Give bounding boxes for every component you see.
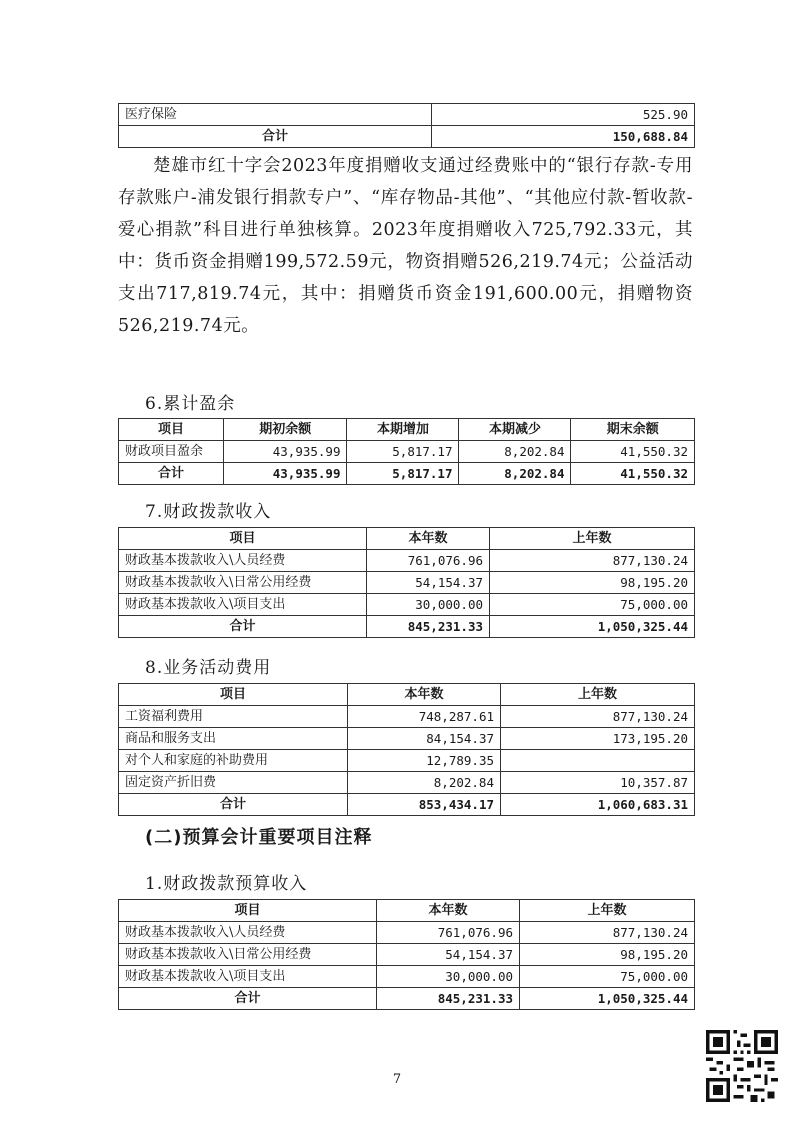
total-row [119,616,695,638]
cell: 8,202.84 [459,463,571,485]
cell: 财政基本拨款收入\人员经费 [119,550,367,572]
page-number: 7 [392,1072,402,1087]
cell: 8,202.84 [348,772,501,794]
total-row [119,794,695,816]
top-table [118,103,695,148]
cell: 41,550.32 [571,463,695,485]
cell: 12,789.35 [348,750,501,772]
cell: 1,060,683.31 [501,794,695,816]
table-row [119,922,695,944]
table-header-row [119,419,695,441]
total-row [119,988,695,1010]
cell: 对个人和家庭的补助费用 [119,750,348,772]
cell: 84,154.37 [348,728,501,750]
section-title-b1: 1.财政拨款预算收入 [145,874,308,894]
table-row [119,944,695,966]
cell: 761,076.96 [367,550,490,572]
cell: 853,434.17 [348,794,501,816]
cell: 845,231.33 [377,988,520,1010]
cell: 财政基本拨款收入\人员经费 [119,922,377,944]
accumulated-surplus-table [118,418,695,485]
cell: 30,000.00 [367,594,490,616]
section-title-6: 6.累计盈余 [145,394,236,414]
header-cell: 期初余额 [224,419,347,441]
total-row [119,463,695,485]
table-row [119,966,695,988]
table-row [119,750,695,772]
header-cell: 上年数 [520,900,695,922]
table-row [119,572,695,594]
cell: 877,130.24 [490,550,695,572]
fiscal-appropriation-income-table [118,527,695,638]
paragraph-text: 楚雄市红十字会2023年度捐赠收支通过经费账中的“银行存款-专用存款账户-浦发银行捐款专户”、“库存物品-其他”、“其他应付款-暂收款-爱心捐款”科目进行单独核算。2023年度捐赠收入725,792.33元，其中：货币资金捐赠199,572.59元，物资捐赠526,219.74元；公益活动支出717,819.74元，其中：捐赠货币资金191,600.00元，捐赠物资526,219.74元。 [118,156,693,336]
cell: 761,076.96 [377,922,520,944]
table-row [119,104,695,126]
section-title-7: 7.财政拨款收入 [145,502,272,522]
cell: 748,287.61 [348,706,501,728]
header-cell: 项目 [119,419,224,441]
row-label: 医疗保险 [119,104,432,126]
cell: 877,130.24 [520,922,695,944]
cell: 1,050,325.44 [520,988,695,1010]
header-cell: 本年数 [377,900,520,922]
header-cell: 上年数 [501,684,695,706]
table-header-row [119,900,695,922]
cell: 财政基本拨款收入\日常公用经费 [119,572,367,594]
header-cell: 本期减少 [459,419,571,441]
cell: 54,154.37 [377,944,520,966]
cell: 75,000.00 [520,966,695,988]
header-cell: 本年数 [367,528,490,550]
cell [501,750,695,772]
cell: 10,357.87 [501,772,695,794]
cell: 合计 [119,616,367,638]
cell: 845,231.33 [367,616,490,638]
cell: 合计 [119,988,377,1010]
table-header-row [119,528,695,550]
business-activity-expense-table [118,683,695,816]
header-cell: 项目 [119,900,377,922]
cell: 1,050,325.44 [490,616,695,638]
cell: 75,000.00 [490,594,695,616]
total-label: 合计 [119,126,432,148]
cell: 财政基本拨款收入\项目支出 [119,966,377,988]
cell: 工资福利费用 [119,706,348,728]
section-title-8: 8.业务活动费用 [145,658,272,678]
cell: 30,000.00 [377,966,520,988]
header-cell: 项目 [119,528,367,550]
cell: 43,935.99 [224,441,347,463]
cell: 5,817.17 [347,441,459,463]
row-value: 525.90 [432,104,695,126]
header-cell: 上年数 [490,528,695,550]
header-cell: 本年数 [348,684,501,706]
cell: 财政项目盈余 [119,441,224,463]
cell: 固定资产折旧费 [119,772,348,794]
cell: 财政基本拨款收入\日常公用经费 [119,944,377,966]
total-row [119,126,695,148]
cell: 173,195.20 [501,728,695,750]
header-cell: 项目 [119,684,348,706]
cell: 877,130.24 [501,706,695,728]
table-row [119,441,695,463]
total-value: 150,688.84 [432,126,695,148]
cell: 财政基本拨款收入\项目支出 [119,594,367,616]
qr-code-icon [706,1030,778,1102]
table-row [119,772,695,794]
cell: 合计 [119,463,224,485]
cell: 5,817.17 [347,463,459,485]
section-heading-budget-accounting: (二)预算会计重要项目注释 [145,827,373,848]
donation-paragraph [118,150,693,342]
cell: 商品和服务支出 [119,728,348,750]
cell: 54,154.37 [367,572,490,594]
cell: 8,202.84 [459,441,571,463]
header-cell: 期末余额 [571,419,695,441]
fiscal-appropriation-budget-income-table [118,899,695,1010]
cell: 98,195.20 [520,944,695,966]
header-cell: 本期增加 [347,419,459,441]
cell: 43,935.99 [224,463,347,485]
table-row [119,594,695,616]
cell: 41,550.32 [571,441,695,463]
table-row [119,706,695,728]
table-row [119,550,695,572]
cell: 98,195.20 [490,572,695,594]
table-row [119,728,695,750]
cell: 合计 [119,794,348,816]
table-header-row [119,684,695,706]
